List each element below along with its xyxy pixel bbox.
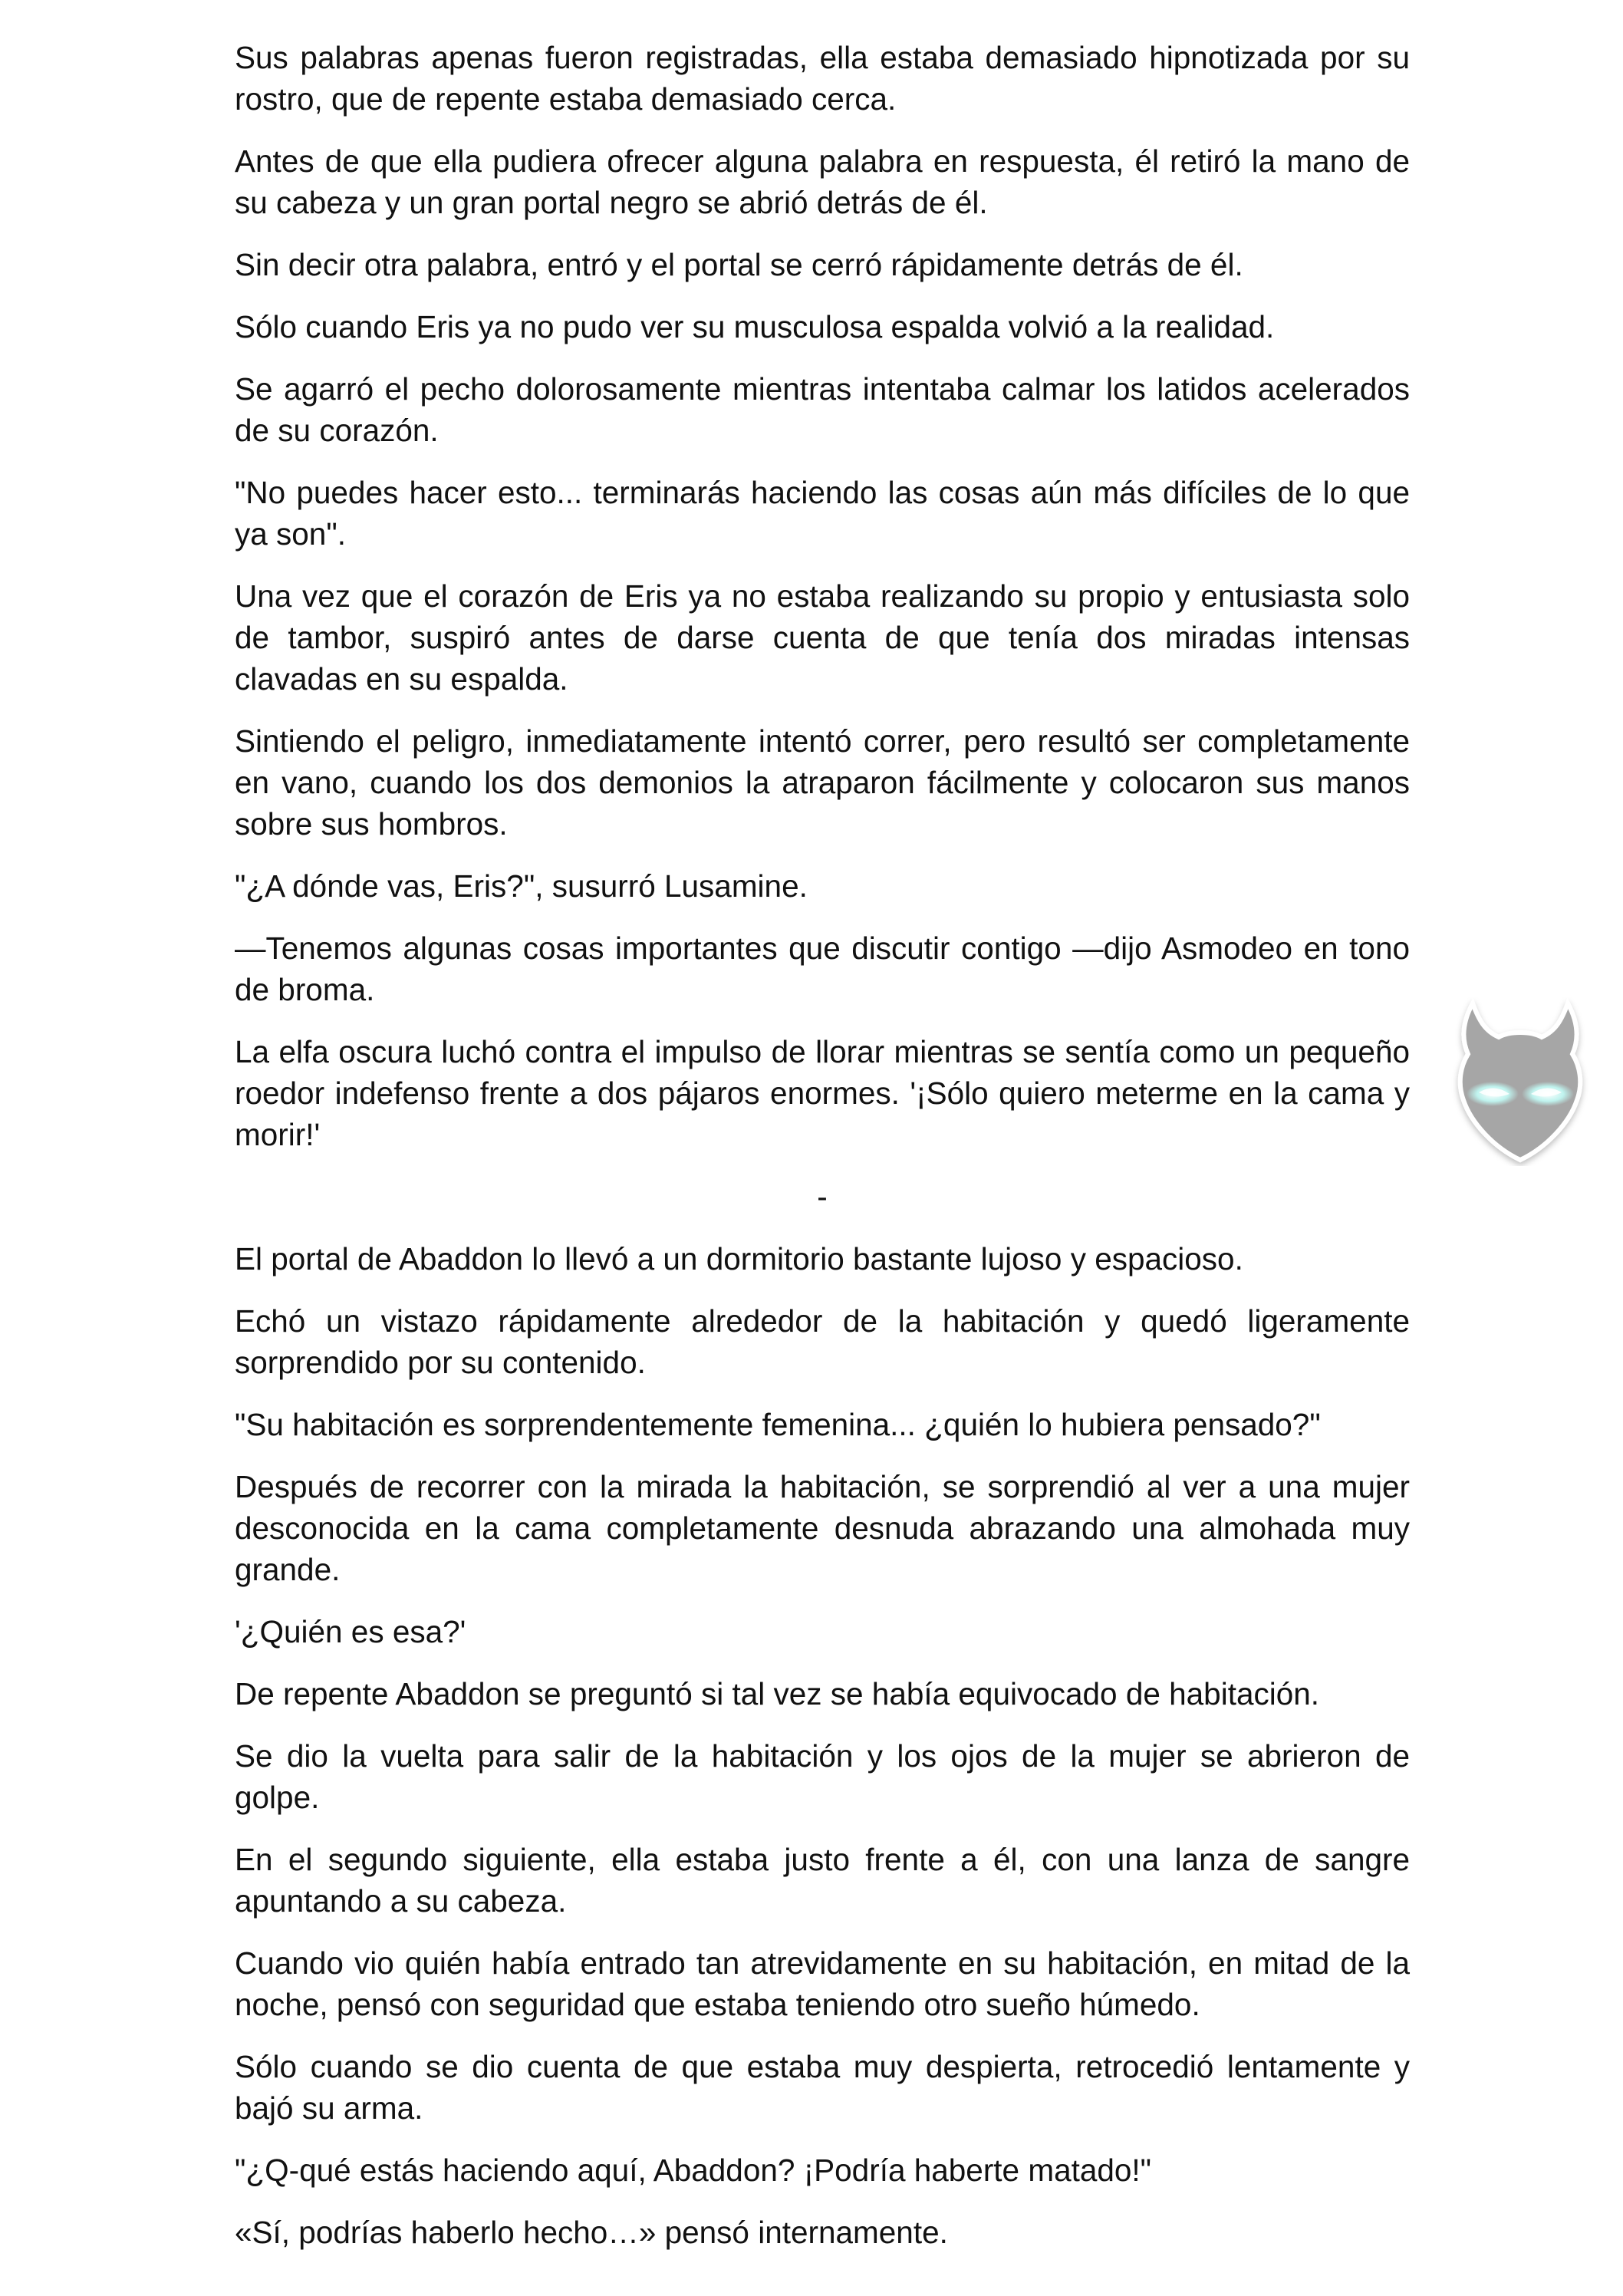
paragraph: Sólo cuando se dio cuenta de que estaba muy despierta, retrocedió lentamente y bajó su arma.	[235, 2049, 1410, 2126]
demon-head-icon	[1439, 997, 1602, 1166]
paragraph: Se dio la vuelta para salir de la habitación y los ojos de la mujer se abrieron de golpe.	[235, 1738, 1410, 1815]
paragraph: Sintiendo el peligro, inmediatamente intentó correr, pero resultó ser completamente en vano, cuando los dos demonios la atraparon fácilmente y colocaron sus manos sobre sus hombros.	[235, 723, 1410, 842]
paragraph: "Su habitación es sorprendentemente femenina... ¿quién lo hubiera pensado?"	[235, 1407, 1321, 1442]
paragraph: '¿Quién es esa?'	[235, 1614, 466, 1649]
text-column	[235, 37, 1410, 2274]
paragraph: Sólo cuando Eris ya no pudo ver su musculosa espalda volvió a la realidad.	[235, 309, 1275, 344]
paragraph: —Tenemos algunas cosas importantes que discutir contigo —dijo Asmodeo en tono de broma.	[235, 931, 1410, 1007]
paragraph: Después de recorrer con la mirada la habitación, se sorprendió al ver a una mujer desconocida en la cama completamente desnuda abrazando una almohada muy grande.	[235, 1469, 1410, 1587]
paragraph: La elfa oscura luchó contra el impulso de llorar mientras se sentía como un pequeño roedor indefenso frente a dos pájaros enormes. '¡Sólo quiero meterme en la cama y morir!'	[235, 1034, 1410, 1152]
paragraph: Sus palabras apenas fueron registradas, ella estaba demasiado hipnotizada por su rostro, que de repente estaba demasiado cerca.	[235, 40, 1410, 117]
paragraph: Sin decir otra palabra, entró y el portal se cerró rápidamente detrás de él.	[235, 247, 1243, 282]
paragraph: Una vez que el corazón de Eris ya no estaba realizando su propio y entusiasta solo de tambor, suspiró antes de darse cuenta de que tenía dos miradas intensas clavadas en su espalda.	[235, 578, 1410, 697]
paragraph: Antes de que ella pudiera ofrecer alguna palabra en respuesta, él retiró la mano de su cabeza y un gran portal negro se abrió detrás de él.	[235, 143, 1410, 220]
scene-separator: -	[817, 1179, 828, 1214]
paragraph: De repente Abaddon se preguntó si tal vez se había equivocado de habitación.	[235, 1676, 1320, 1711]
demon-head-shape	[1460, 1003, 1581, 1160]
paragraph: El portal de Abaddon lo llevó a un dormitorio bastante lujoso y espacioso.	[235, 1241, 1243, 1276]
paragraph: "¿A dónde vas, Eris?", susurró Lusamine.	[235, 868, 808, 904]
paragraph: "¿Q-qué estás haciendo aquí, Abaddon? ¡Podría haberte matado!"	[235, 2153, 1152, 2188]
paragraph: «Sí, podrías haberlo hecho…» pensó internamente.	[235, 2215, 948, 2250]
paragraph: Se agarró el pecho dolorosamente mientras intentaba calmar los latidos acelerados de su corazón.	[235, 371, 1410, 448]
paragraph: "No puedes hacer esto... terminarás haciendo las cosas aún más difíciles de lo que ya son".	[235, 475, 1410, 552]
paragraph: Cuando vio quién había entrado tan atrevidamente en su habitación, en mitad de la noche, pensó con seguridad que estaba teniendo otro sueño húmedo.	[235, 1945, 1410, 2022]
paragraph: En el segundo siguiente, ella estaba justo frente a él, con una lanza de sangre apuntando a su cabeza.	[235, 1842, 1410, 1919]
paragraph: Echó un vistazo rápidamente alrededor de la habitación y quedó ligeramente sorprendido por su contenido.	[235, 1303, 1410, 1380]
